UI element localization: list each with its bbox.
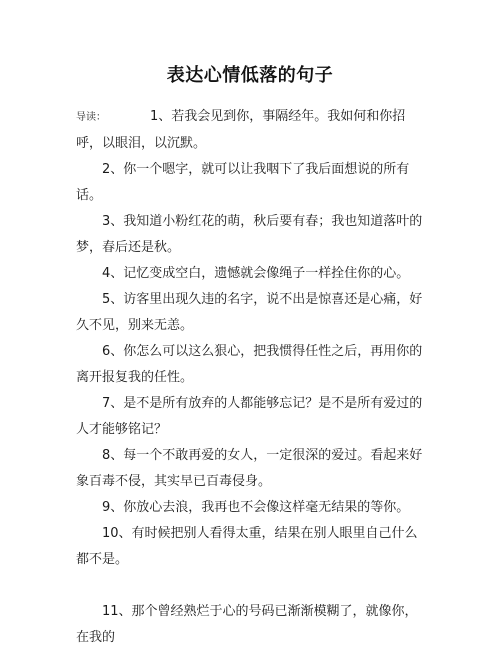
paragraph-6: 6、你怎么可以这么狠心，把我惯得任性之后，再用你的离开报复我的任性。: [76, 344, 423, 385]
paragraph-3: 3、我知道小粉红花的萌，秋后要有春；我也知道落叶的梦，春后还是秋。: [76, 214, 423, 255]
paragraph-4: 4、记忆变成空白，遗憾就会像绳子一样拴住你的心。: [102, 266, 410, 281]
paragraph-10: 10、有时候把别人看得太重，结果在别人眼里自己什么都不是。: [76, 526, 418, 567]
paragraph-1-text: 1、若我会见到你，事隔经年。我如何和你招呼，以眼泪，以沉默。: [76, 109, 406, 151]
guide-label: 导读：: [76, 112, 106, 123]
paragraph-9: 9、你放心去浪，我再也不会像这样毫无结果的等你。: [102, 500, 410, 515]
paragraph-7: 7、是不是所有放弃的人都能够忘记？是不是所有爱过的人才能够铭记？: [76, 396, 423, 437]
paragraph-1: [76, 104, 428, 157]
paragraph-11: 11、那个曾经熟烂于心的号码已渐渐模糊了，就像你，在我的: [76, 604, 418, 645]
paragraph-5: 5、访客里出现久违的名字，说不出是惊喜还是心痛，好久不见，别来无恙。: [76, 292, 423, 333]
page-title: 表达心情低落的句子: [166, 65, 334, 86]
paragraph-gap: [76, 573, 428, 599]
paragraph-8: 8、每一个不敢再爱的女人，一定很深的爱过。看起来好象百毒不侵，其实早已百毒侵身。: [76, 448, 423, 489]
document-body: [76, 104, 428, 651]
paragraph-2: 2、你一个嗯字，就可以让我咽下了我后面想说的所有话。: [76, 162, 410, 203]
